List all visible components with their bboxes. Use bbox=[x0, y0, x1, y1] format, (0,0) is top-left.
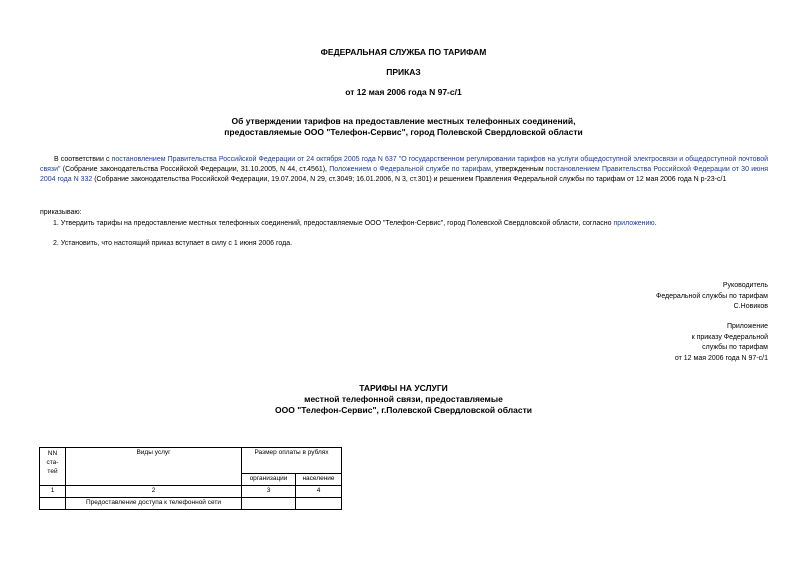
tariffs-title-line3: ООО "Телефон-Сервис", г.Полевской Свердловской области bbox=[275, 405, 532, 415]
table-row bbox=[40, 497, 342, 509]
decree-332-link[interactable]: постановлением Правительства Российской Федерации от 30 июня 2004 года N 332 bbox=[40, 166, 769, 184]
table-row bbox=[40, 486, 342, 498]
preamble-text-3: , утвержденным bbox=[491, 166, 546, 174]
doc-date-number: от 12 мая 2006 года N 97-с/1 bbox=[345, 87, 462, 97]
signature-block bbox=[656, 281, 768, 313]
row-pop-cell bbox=[296, 497, 342, 509]
order-item-1-end: . bbox=[654, 220, 657, 227]
col-number: 3 bbox=[242, 486, 296, 498]
col-pop-header: население bbox=[296, 474, 342, 486]
doc-title-line2: предоставляемые ООО "Телефон-Сервис", город Полевской Свердловской области bbox=[224, 127, 583, 137]
doc-type: ПРИКАЗ bbox=[386, 67, 421, 77]
preamble-paragraph bbox=[40, 155, 768, 185]
tariffs-title-line1: ТАРИФЫ НА УСЛУГИ bbox=[359, 383, 448, 393]
preamble-text-4: (Собрание законодательства Российской Федерации, 19.07.2004, N 29, ст.3049; 16.01.2006, N 3, ст.301) и решением Правления Федеральной службы по тарифам от 12 мая 2006 года N р-23-с/1 bbox=[92, 176, 727, 184]
order-item-1-text: 1. Утвердить тарифы на предоставление местных телефонных соединений, предоставляемые ООО "Телефон-Сервис", город Полевской Свердловской области, согласно bbox=[53, 220, 614, 227]
col-services-header: Виды услуг bbox=[66, 448, 242, 486]
col-number: 1 bbox=[40, 486, 66, 498]
col-org-header: организации bbox=[242, 474, 296, 486]
doc-title-line1: Об утверждении тарифов на предоставление местных телефонных соединений, bbox=[231, 116, 576, 126]
row-service-cell: Предоставление доступа к телефонной сети bbox=[66, 497, 242, 509]
appendix-block bbox=[675, 322, 768, 364]
col-payment-header: Размер оплаты в рублях bbox=[242, 448, 342, 474]
col-nn-header: NN ста- тей bbox=[40, 448, 66, 486]
appendix-link[interactable]: приложению bbox=[613, 220, 655, 227]
preamble-text-2: (Собрание законодательства Российской Федерации, 31.10.2005, N 44, ст.4561), bbox=[60, 166, 330, 174]
col-number: 4 bbox=[296, 486, 342, 498]
decree-637-link[interactable]: постановлением Правительства Российской Федерации от 24 октября 2005 года N 637 "О государственном регулировании тарифов на услуги общедоступной электросвязи и общедоступной почтовой связи" bbox=[40, 156, 768, 174]
tariff-table bbox=[39, 447, 342, 510]
appendix-line-3: службы по тарифам bbox=[702, 344, 768, 351]
row-org-cell bbox=[242, 497, 296, 509]
order-item-1 bbox=[53, 219, 768, 229]
tariffs-title-line2: местной телефонной связи, предоставляемые bbox=[304, 394, 503, 404]
signature-line-3: С.Новиков bbox=[733, 303, 768, 310]
orders-word: приказываю: bbox=[40, 209, 82, 216]
table-row bbox=[40, 448, 342, 474]
signature-line-1: Руководитель bbox=[722, 282, 768, 289]
appendix-line-4: от 12 мая 2006 года N 97-с/1 bbox=[674, 354, 768, 362]
row-number-cell bbox=[40, 497, 66, 509]
agency-title: ФЕДЕРАЛЬНАЯ СЛУЖБА ПО ТАРИФАМ bbox=[320, 47, 487, 57]
appendix-line-1: Приложение bbox=[726, 323, 768, 330]
preamble-text-1: В соответствии с bbox=[54, 156, 112, 163]
appendix-line-2: к приказу Федеральной bbox=[691, 333, 768, 341]
fst-regulation-link[interactable]: Положением о Федеральной службе по тарифам bbox=[329, 166, 491, 174]
signature-line-2: Федеральной службы по тарифам bbox=[656, 292, 768, 300]
order-item-2: 2. Установить, что настоящий приказ вступает в силу с 1 июня 2006 года. bbox=[53, 240, 293, 247]
col-number: 2 bbox=[66, 486, 242, 498]
